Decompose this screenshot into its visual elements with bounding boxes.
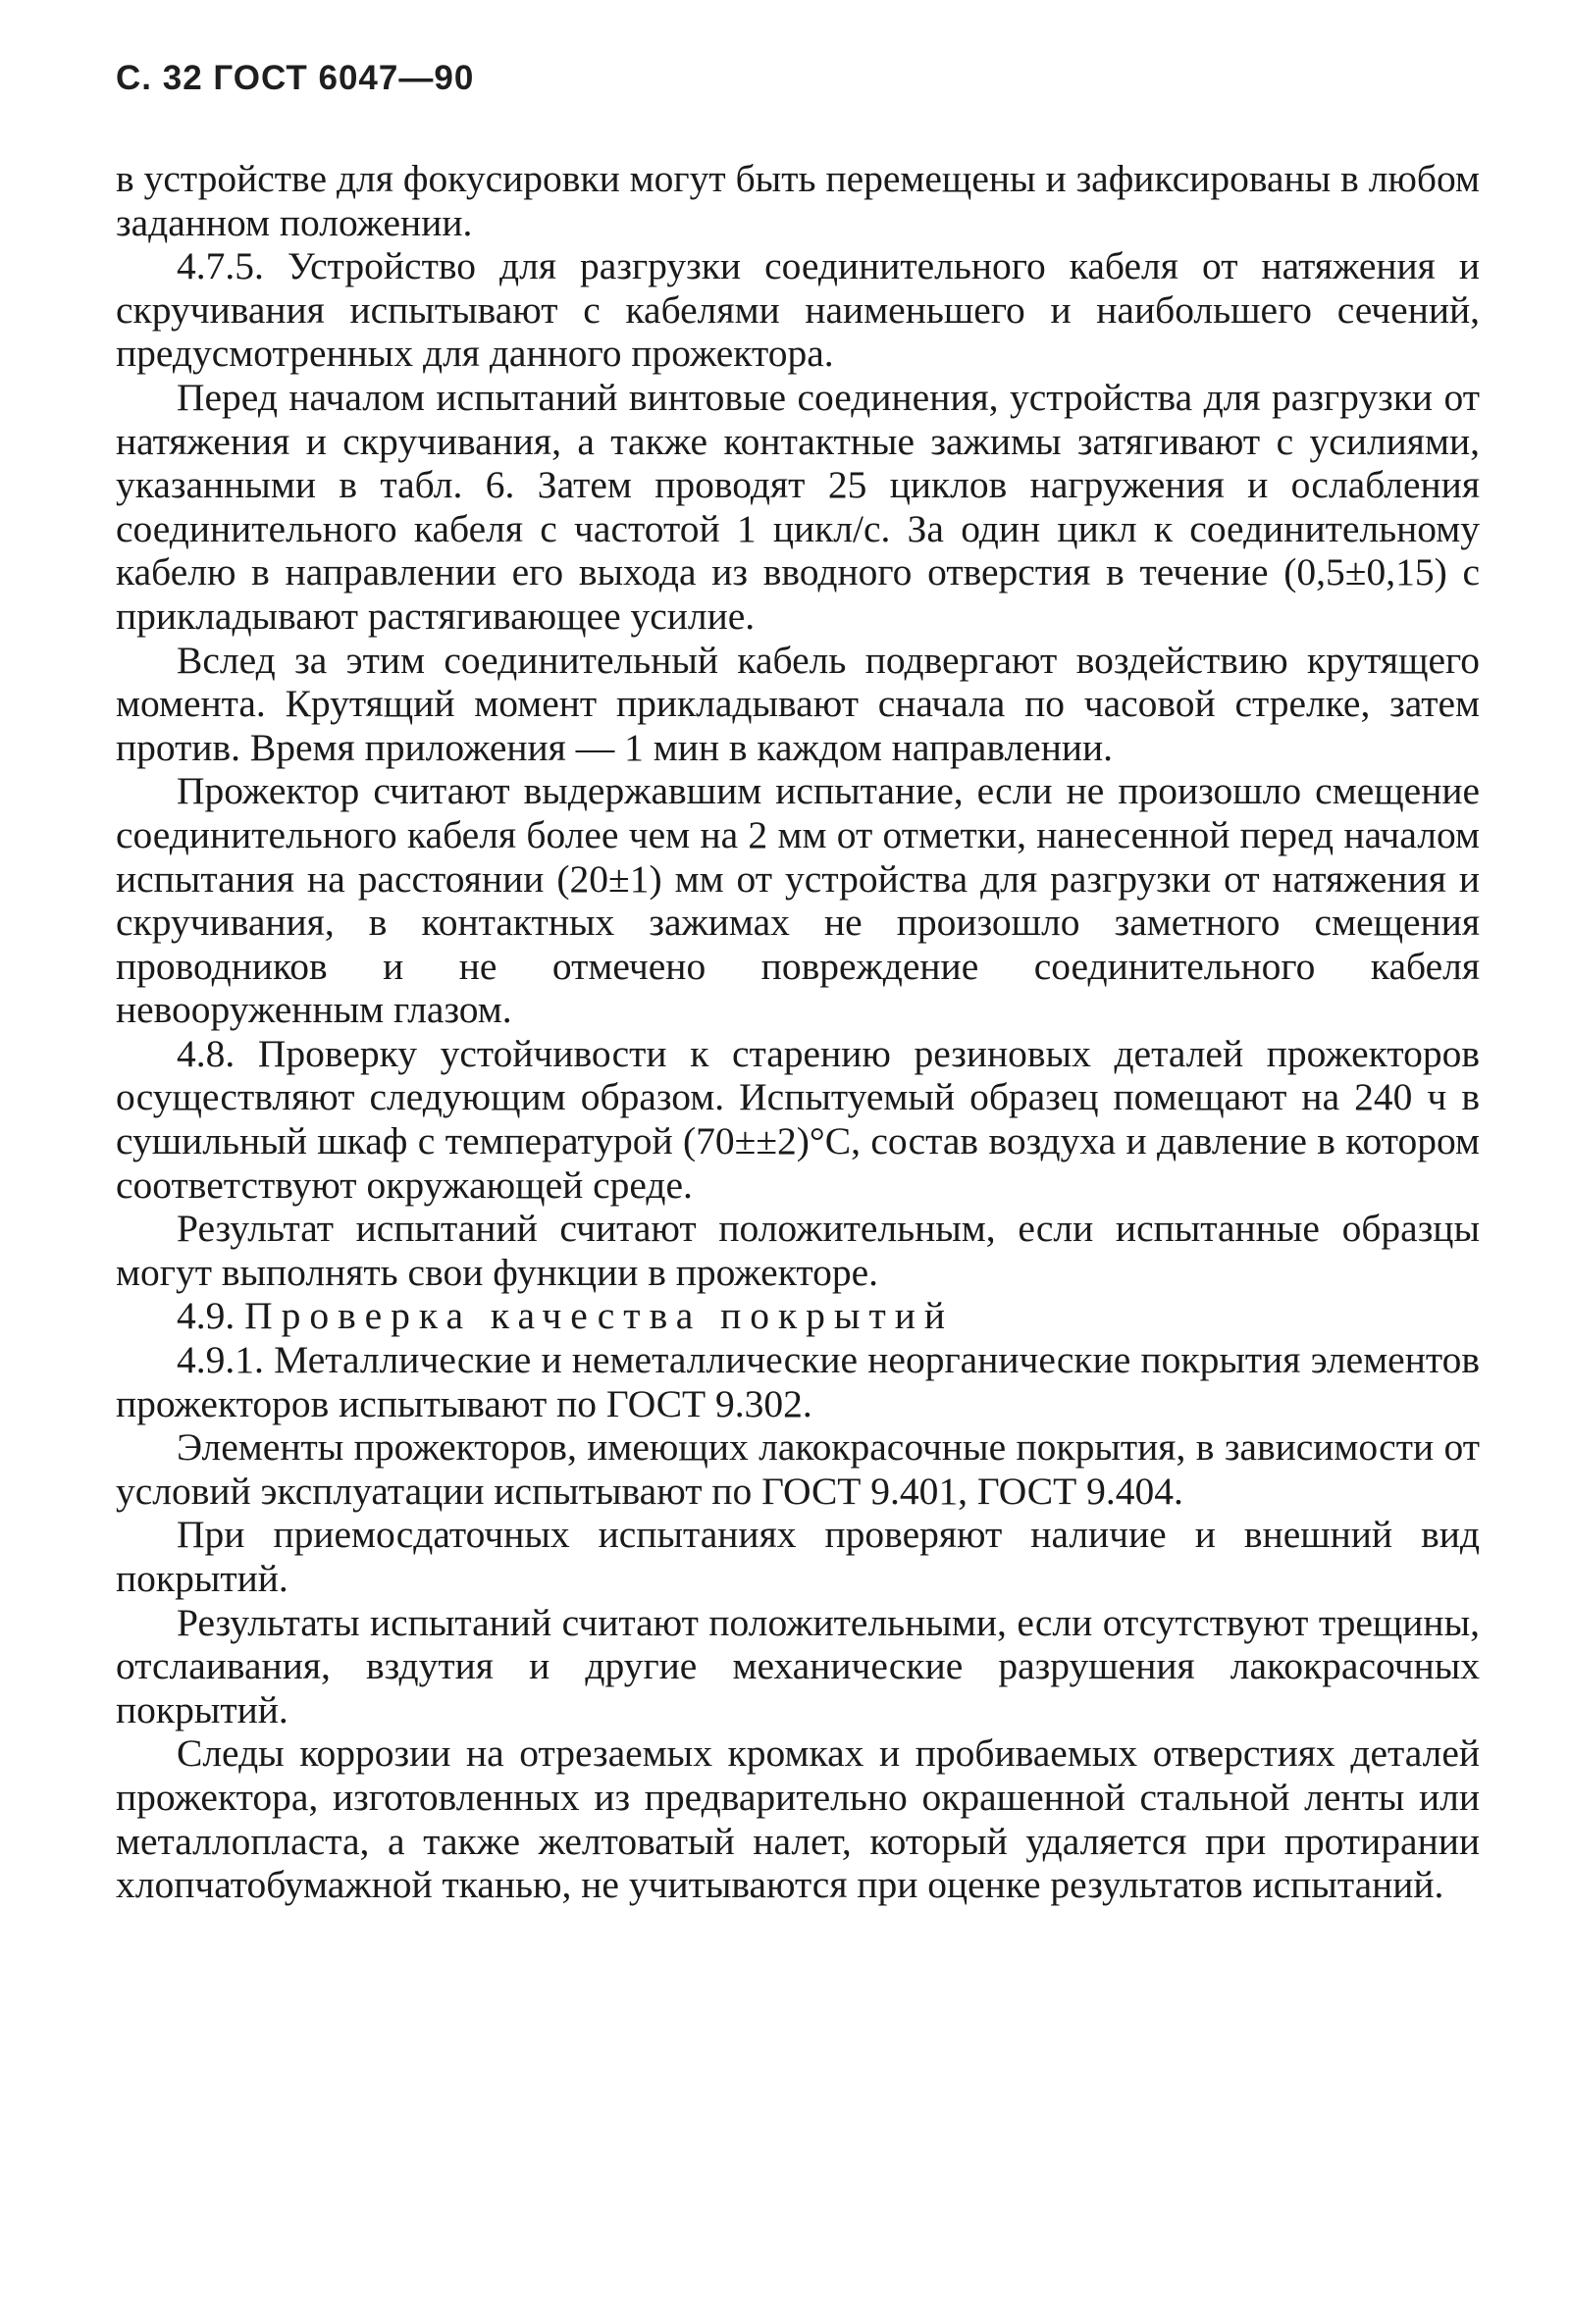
page-header: С. 32 ГОСТ 6047—90 <box>116 59 475 97</box>
document-body <box>116 157 1480 1907</box>
section-heading <box>116 1294 1480 1338</box>
paragraph: Прожектор считают выдержавшим испытание, если не произошло смещение соединительного кабеля более чем на 2 мм от отметки, нанесенной перед началом испытания на расстоянии (20±1) мм от устройства для разгрузки от натяжения и скручивания, в контактных зажимах не произошло заметного смещения проводников и не отмечено повреждение соединительного кабеля невооруженным глазом. <box>116 769 1480 1032</box>
paragraph: Элементы прожекторов, имеющих лакокрасочные покрытия, в зависимости от условий эксплуатации испытывают по ГОСТ 9.401, ГОСТ 9.404. <box>116 1425 1480 1513</box>
paragraph: Следы коррозии на отрезаемых кромках и пробиваемых отверстиях деталей прожектора, изготовленных из предварительно окрашенной стальной ленты или металлопласта, а также желтоватый налет, который удаляется при протирании хлопчатобумажной тканью, не учитываются при оценке результатов испытаний. <box>116 1731 1480 1907</box>
section-number: 4.9. <box>177 1294 236 1338</box>
paragraph: 4.8. Проверку устойчивости к старению резиновых деталей прожекторов осуществляют следующим образом. Испытуемый образец помещают на 240 ч в сушильный шкаф с температурой (70±±2)°С, состав воздуха и давление в котором соответствуют окружающей среде. <box>116 1031 1480 1207</box>
paragraph: Результаты испытаний считают положительными, если отсутствуют трещины, отслаивания, вздутия и другие механические разрушения лакокрасочных покрытий. <box>116 1600 1480 1731</box>
paragraph: в устройстве для фокусировки могут быть перемещены и зафиксированы в любом заданном положении. <box>116 157 1480 244</box>
paragraph: 4.7.5. Устройство для разгрузки соединительного кабеля от натяжения и скручивания испытывают с кабелями наименьшего и наибольшего сечений, предусмотренных для данного прожектора. <box>116 244 1480 376</box>
paragraph: Вслед за этим соединительный кабель подвергают воздействию крутящего момента. Крутящий момент прикладывают сначала по часовой стрелке, затем против. Время приложения — 1 мин в каждом направлении. <box>116 638 1480 769</box>
paragraph: При приемосдаточных испытаниях проверяют наличие и внешний вид покрытий. <box>116 1513 1480 1600</box>
paragraph: Перед началом испытаний винтовые соединения, устройства для разгрузки от натяжения и скручивания, а также контактные зажимы затягивают с усилиями, указанными в табл. 6. Затем проводят 25 циклов нагружения и ослабления соединительного кабеля с частотой 1 цикл/с. За один цикл к соединительному кабелю в направлении его выхода из вводного отверстия в течение (0,5±0,15) с прикладывают растягивающее усилие. <box>116 375 1480 638</box>
paragraph: 4.9.1. Металлические и неметаллические неорганические покрытия элементов прожекторов испытывают по ГОСТ 9.302. <box>116 1338 1480 1425</box>
section-title: Проверка качества покрытий <box>244 1294 955 1338</box>
paragraph: Результат испытаний считают положительным, если испытанные образцы могут выполнять свои функции в прожекторе. <box>116 1207 1480 1294</box>
